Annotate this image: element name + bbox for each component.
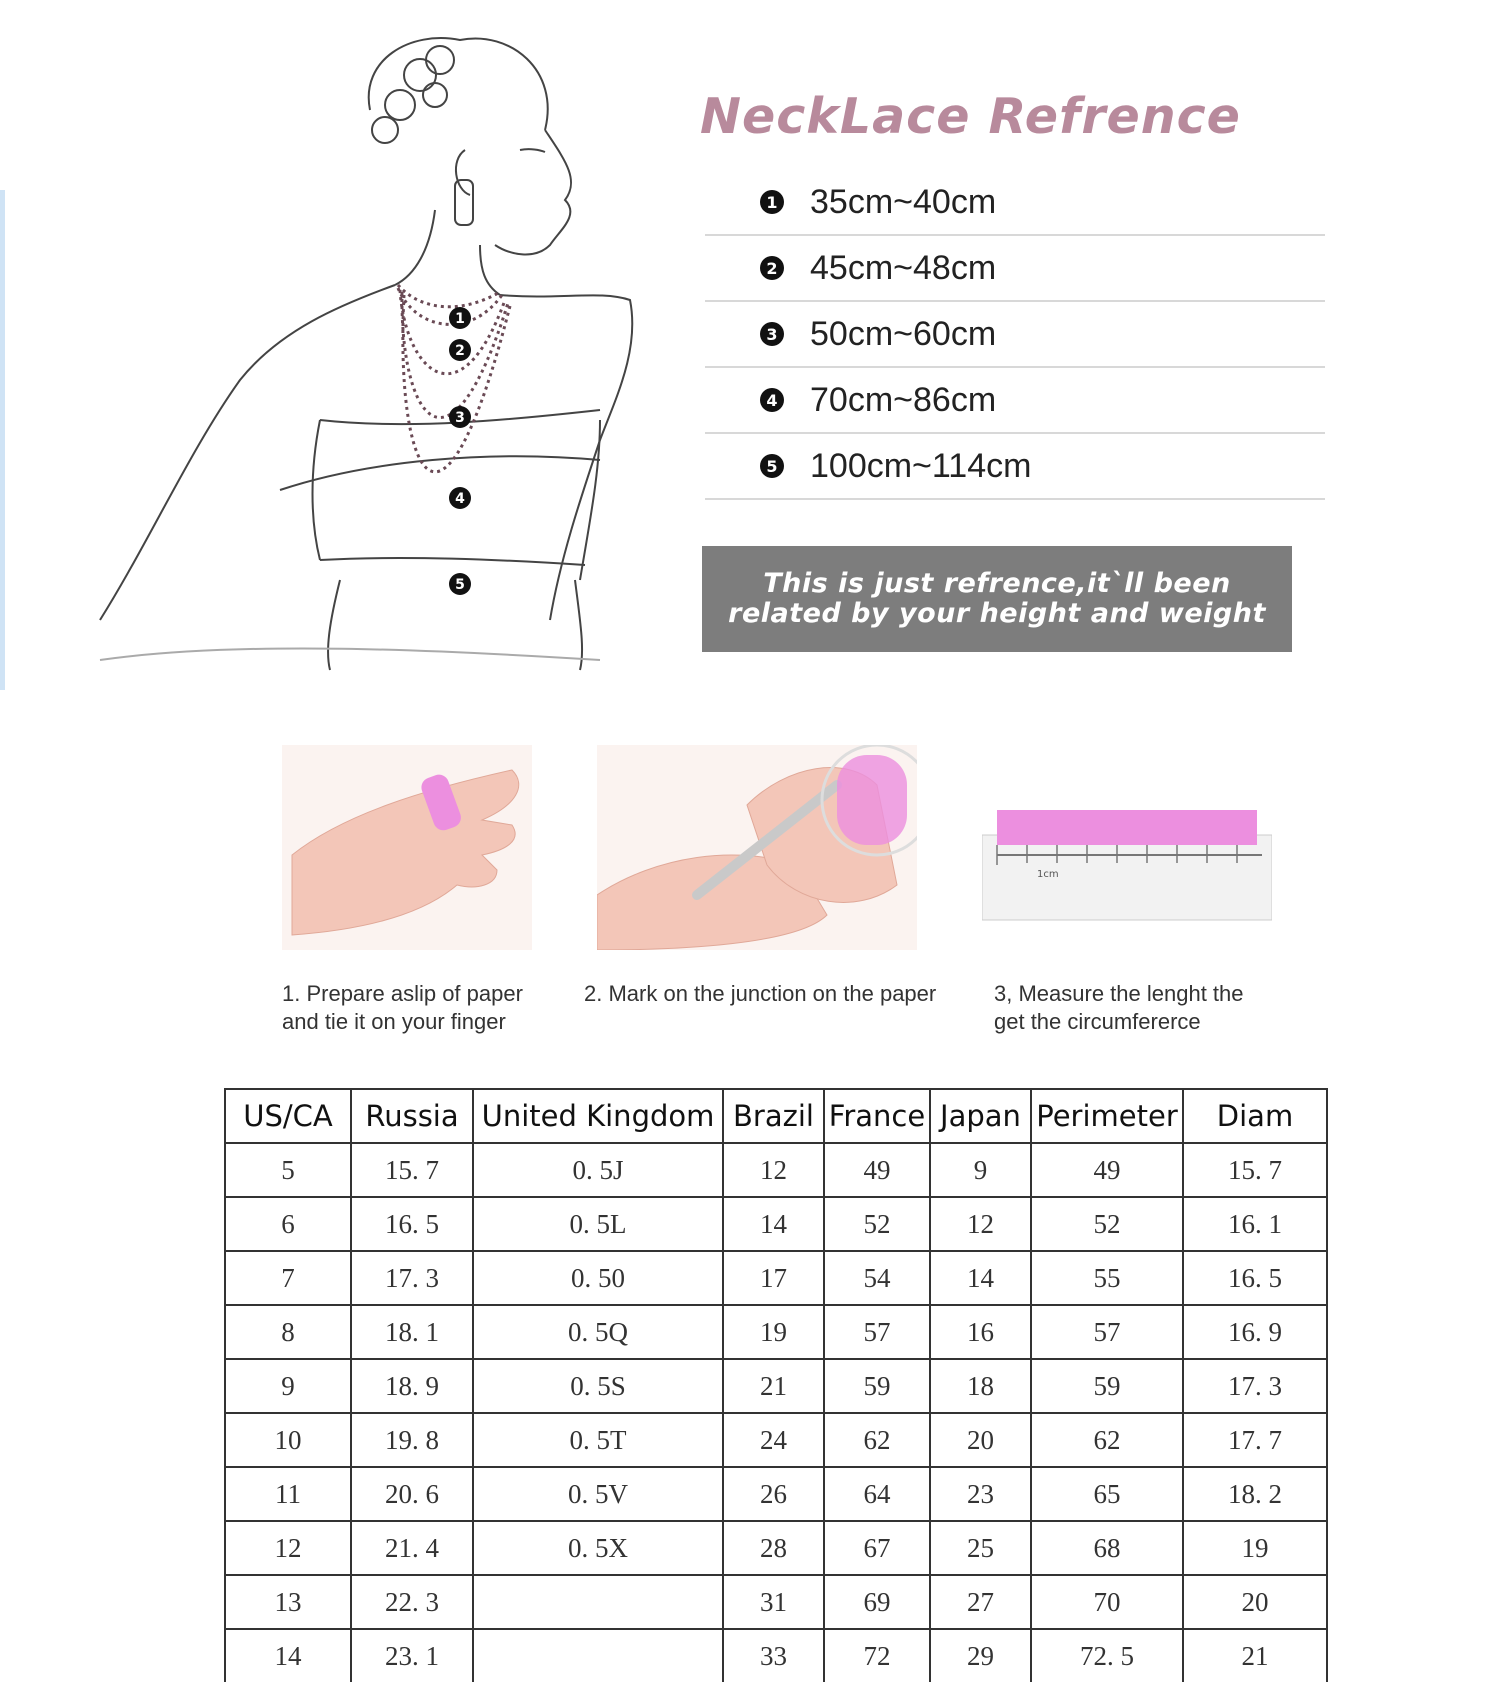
paper-on-ruler xyxy=(982,745,1272,950)
necklace-length-list xyxy=(705,170,1325,500)
step3-caption: 3, Measure the lenght the get the circumfererce xyxy=(994,981,1244,1034)
table-cell: 65 xyxy=(1031,1467,1183,1521)
table-row xyxy=(225,1143,1327,1197)
table-cell: 17 xyxy=(723,1251,824,1305)
table-body xyxy=(225,1143,1327,1682)
table-row xyxy=(225,1359,1327,1413)
table-cell: 18. 2 xyxy=(1183,1467,1327,1521)
table-cell: 59 xyxy=(824,1359,930,1413)
length-item xyxy=(705,236,1325,302)
table-cell: 9 xyxy=(930,1143,1031,1197)
table-cell: 24 xyxy=(723,1413,824,1467)
table-cell: 52 xyxy=(824,1197,930,1251)
table-cell: 33 xyxy=(723,1629,824,1682)
table-cell: 12 xyxy=(723,1143,824,1197)
table-cell: 22. 3 xyxy=(351,1575,473,1629)
svg-text:3: 3 xyxy=(455,410,465,426)
table-cell: 49 xyxy=(824,1143,930,1197)
step1-image xyxy=(282,745,532,950)
length-item xyxy=(705,434,1325,500)
table-cell: 19 xyxy=(1183,1521,1327,1575)
step1-caption: 1. Prepare aslip of paper and tie it on your finger xyxy=(282,981,523,1034)
table-cell: 9 xyxy=(225,1359,351,1413)
table-cell: 62 xyxy=(1031,1413,1183,1467)
table-row xyxy=(225,1251,1327,1305)
marker-badge: 4 xyxy=(760,388,784,412)
header-diam: Diam xyxy=(1183,1089,1327,1143)
table-cell: 27 xyxy=(930,1575,1031,1629)
table-cell: 21 xyxy=(723,1359,824,1413)
table-cell: 0. 5Q xyxy=(473,1305,723,1359)
table-cell: 15. 7 xyxy=(351,1143,473,1197)
marker-badge: 3 xyxy=(760,322,784,346)
table-cell: 12 xyxy=(930,1197,1031,1251)
table-cell: 12 xyxy=(225,1521,351,1575)
table-cell: 18. 9 xyxy=(351,1359,473,1413)
length-item xyxy=(705,368,1325,434)
table-cell: 21. 4 xyxy=(351,1521,473,1575)
length-range: 100cm~114cm xyxy=(810,446,1032,485)
length-range: 35cm~40cm xyxy=(810,182,997,221)
header-russia: Russia xyxy=(351,1089,473,1143)
table-cell: 29 xyxy=(930,1629,1031,1682)
table-header-row xyxy=(225,1089,1327,1143)
table-cell: 20. 6 xyxy=(351,1467,473,1521)
table-cell: 17. 7 xyxy=(1183,1413,1327,1467)
table-cell: 16. 5 xyxy=(1183,1251,1327,1305)
step3-image xyxy=(982,745,1272,950)
table-cell: 17. 3 xyxy=(1183,1359,1327,1413)
table-cell: 21 xyxy=(1183,1629,1327,1682)
table-cell: 23 xyxy=(930,1467,1031,1521)
table-cell: 16. 5 xyxy=(351,1197,473,1251)
table-cell: 72. 5 xyxy=(1031,1629,1183,1682)
svg-text:1: 1 xyxy=(455,311,465,327)
table-cell: 0. 5J xyxy=(473,1143,723,1197)
table-cell: 16. 1 xyxy=(1183,1197,1327,1251)
length-range: 45cm~48cm xyxy=(810,248,997,287)
step2-caption: 2. Mark on the junction on the paper xyxy=(584,981,937,1006)
note-line-1: This is just refrence,it`ll been xyxy=(763,568,1231,599)
table-cell: 20 xyxy=(1183,1575,1327,1629)
svg-text:5: 5 xyxy=(455,577,465,593)
header-japan: Japan xyxy=(930,1089,1031,1143)
table-cell: 14 xyxy=(723,1197,824,1251)
table-cell: 8 xyxy=(225,1305,351,1359)
table-cell: 6 xyxy=(225,1197,351,1251)
table-row xyxy=(225,1467,1327,1521)
table-cell: 31 xyxy=(723,1575,824,1629)
table-cell: 59 xyxy=(1031,1359,1183,1413)
table-row xyxy=(225,1521,1327,1575)
marker-badge: 2 xyxy=(760,256,784,280)
table-cell: 70 xyxy=(1031,1575,1183,1629)
table-cell: 19. 8 xyxy=(351,1413,473,1467)
table-cell: 52 xyxy=(1031,1197,1183,1251)
table-cell: 16 xyxy=(930,1305,1031,1359)
table-cell: 55 xyxy=(1031,1251,1183,1305)
table-cell: 28 xyxy=(723,1521,824,1575)
header-perimeter: Perimeter xyxy=(1031,1089,1183,1143)
length-range: 70cm~86cm xyxy=(810,380,997,419)
ring-measure-steps xyxy=(282,745,1282,1045)
header-brazil: Brazil xyxy=(723,1089,824,1143)
table-cell: 20 xyxy=(930,1413,1031,1467)
hand-with-paper-strip xyxy=(282,745,532,950)
woman-sketch xyxy=(40,20,660,680)
length-item xyxy=(705,170,1325,236)
table-cell: 7 xyxy=(225,1251,351,1305)
table-cell: 49 xyxy=(1031,1143,1183,1197)
table-cell: 26 xyxy=(723,1467,824,1521)
table-cell: 5 xyxy=(225,1143,351,1197)
table-cell: 57 xyxy=(1031,1305,1183,1359)
necklace-title: NeckLace Refrence xyxy=(700,88,1241,145)
table-cell xyxy=(473,1629,723,1682)
length-item xyxy=(705,302,1325,368)
table-cell: 68 xyxy=(1031,1521,1183,1575)
length-range: 50cm~60cm xyxy=(810,314,997,353)
header-us-ca: US/CA xyxy=(225,1089,351,1143)
table-row xyxy=(225,1629,1327,1682)
table-cell: 10 xyxy=(225,1413,351,1467)
header-united-kingdom: United Kingdom xyxy=(473,1089,723,1143)
table-cell: 14 xyxy=(225,1629,351,1682)
table-cell: 0. 5L xyxy=(473,1197,723,1251)
table-cell: 57 xyxy=(824,1305,930,1359)
ruler-label: 1cm xyxy=(1037,869,1059,880)
table-cell: 11 xyxy=(225,1467,351,1521)
table-row xyxy=(225,1575,1327,1629)
table-cell: 19 xyxy=(723,1305,824,1359)
table-cell: 54 xyxy=(824,1251,930,1305)
note-line-2: related by your height and weight xyxy=(728,598,1266,629)
table-row xyxy=(225,1305,1327,1359)
table-cell: 25 xyxy=(930,1521,1031,1575)
table-cell: 13 xyxy=(225,1575,351,1629)
table-cell: 72 xyxy=(824,1629,930,1682)
hand-with-pen xyxy=(597,745,917,950)
table-cell: 0. 50 xyxy=(473,1251,723,1305)
table-cell: 15. 7 xyxy=(1183,1143,1327,1197)
table-cell: 23. 1 xyxy=(351,1629,473,1682)
table-cell: 69 xyxy=(824,1575,930,1629)
marker-badge: 5 xyxy=(760,454,784,478)
table-cell: 64 xyxy=(824,1467,930,1521)
table-cell: 67 xyxy=(824,1521,930,1575)
table-row xyxy=(225,1413,1327,1467)
table-row xyxy=(225,1197,1327,1251)
table-cell: 18. 1 xyxy=(351,1305,473,1359)
left-edge-strip xyxy=(0,190,5,690)
table-cell: 14 xyxy=(930,1251,1031,1305)
header-france: France xyxy=(824,1089,930,1143)
svg-text:2: 2 xyxy=(455,343,465,359)
svg-text:4: 4 xyxy=(455,491,465,507)
ring-size-table xyxy=(224,1088,1328,1682)
table-cell: 16. 9 xyxy=(1183,1305,1327,1359)
table-cell: 0. 5X xyxy=(473,1521,723,1575)
table-cell: 0. 5S xyxy=(473,1359,723,1413)
table-cell xyxy=(473,1575,723,1629)
table-cell: 62 xyxy=(824,1413,930,1467)
table-cell: 18 xyxy=(930,1359,1031,1413)
reference-note xyxy=(702,546,1292,652)
table-cell: 0. 5V xyxy=(473,1467,723,1521)
table-cell: 0. 5T xyxy=(473,1413,723,1467)
step2-image xyxy=(597,745,917,950)
table-cell: 17. 3 xyxy=(351,1251,473,1305)
marker-badge: 1 xyxy=(760,190,784,214)
necklace-illustration xyxy=(40,20,660,680)
